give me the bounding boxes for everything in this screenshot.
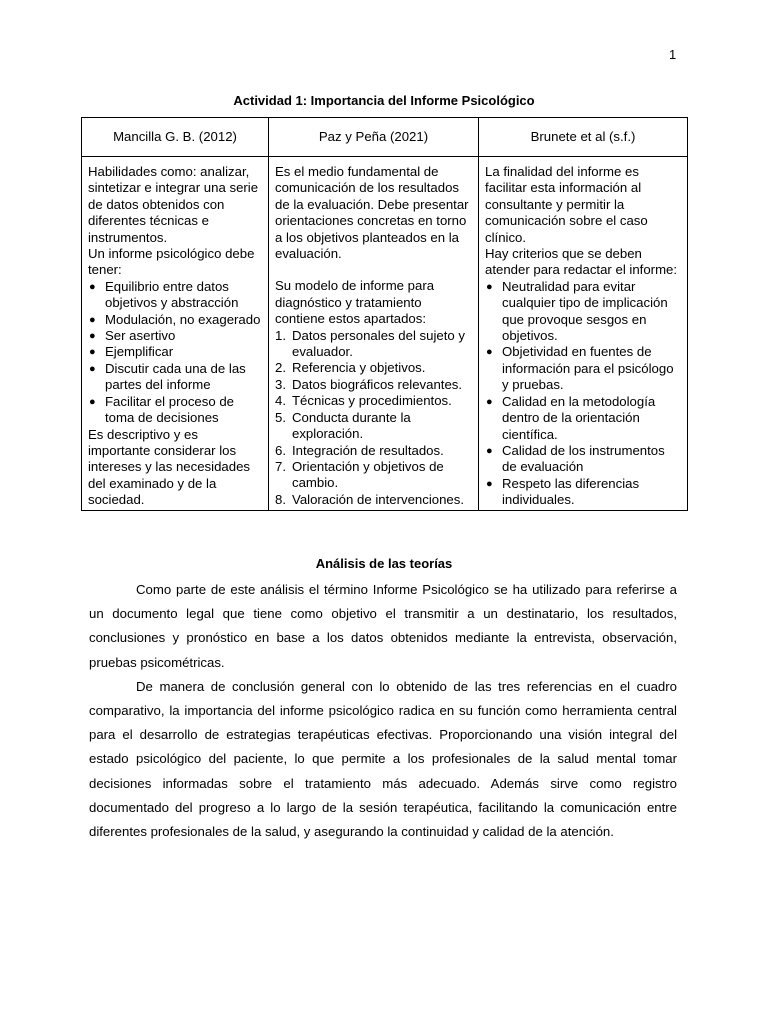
list-text: Técnicas y procedimientos.	[292, 393, 452, 409]
cell-brunete	[479, 157, 688, 511]
list-item: ● Respeto las diferencias individuales.	[485, 476, 681, 509]
numbered-list	[275, 328, 472, 508]
list-number: 3.	[275, 376, 286, 392]
column-header: Brunete et al (s.f.)	[479, 118, 688, 157]
list-item	[275, 410, 472, 443]
page-number: 1	[669, 47, 677, 62]
cell-intro: Es el medio fundamental de comunicación de los resultados de la evaluación. Debe presentar orientaciones concretas en torno a los objetivos planteados en la evaluación.	[275, 164, 469, 262]
section-title: Análisis de las teorías	[315, 556, 453, 571]
list-item	[275, 443, 472, 459]
column-header: Paz y Peña (2021)	[269, 118, 479, 157]
list-item: ● Neutralidad para evitar cualquier tipo de implicación que provoque sesgos en objetivos.	[485, 279, 681, 345]
cell-lead: Hay criterios que se deben atender para redactar el informe:	[485, 246, 678, 278]
list-item	[275, 393, 472, 409]
bullet-list	[88, 279, 262, 427]
cell-lead: Su modelo de informe para diagnóstico y tratamiento contiene estos apartados:	[275, 278, 435, 327]
list-number: 1.	[275, 327, 286, 343]
cell-intro: Habilidades como: analizar, sintetizar e integrar una serie de datos obtenidos con diferentes técnicas e instrumentos.	[88, 164, 259, 245]
list-item	[275, 328, 472, 361]
table-row	[82, 157, 688, 511]
spacer	[275, 262, 472, 278]
list-text: Referencia y objetivos.	[292, 360, 426, 376]
body-text	[89, 578, 677, 844]
cell-mancilla	[82, 157, 269, 511]
cell-paz-pena	[269, 157, 479, 511]
document-title: Actividad 1: Importancia del Informe Psicológico	[233, 93, 535, 108]
paragraph: De manera de conclusión general con lo obtenido de las tres referencias en el cuadro comparativo, la importancia del informe psicológico radica en su función como herramienta central para el desarrollo de estrategias terapéuticas efectivas. Proporcionando una visión integral del estado psicológico del paciente, lo que permite a los profesionales de la salud mental tomar decisiones informadas sobre el tratamiento más adecuado. Además sirve como registro documentado del progreso a lo largo de la sesión terapéutica, facilitando la comunicación entre diferentes profesionales de la salud, y asegurando la continuidad y calidad de la atención.	[89, 678, 677, 840]
paragraph: Como parte de este análisis el término Informe Psicológico se ha utilizado para referirse a un documento legal que tiene como objetivo el transmitir a un destinatario, los resultados, conclusiones y pronóstico en base a los datos obtenidos mediante la entrevista, observación, pruebas psicométricas.	[89, 582, 677, 670]
list-number: 6.	[275, 442, 286, 458]
list-item: ● Calidad en la metodología dentro de la orientación científica.	[485, 394, 681, 443]
comparison-table	[81, 117, 688, 511]
list-item: ● Facilitar el proceso de toma de decisiones	[88, 394, 262, 427]
bullet-list	[485, 279, 681, 509]
list-item: ● Equilibrio entre datos objetivos y abstracción	[88, 279, 262, 312]
list-item: ● Calidad de los instrumentos de evaluación	[485, 443, 681, 476]
list-number: 8.	[275, 491, 286, 507]
list-text: Datos biográficos relevantes.	[292, 376, 463, 392]
cell-lead: Un informe psicológico debe tener:	[88, 246, 255, 278]
list-text: Conducta durante la exploración.	[292, 409, 411, 442]
list-item	[275, 492, 472, 508]
list-number: 5.	[275, 409, 286, 425]
list-item: ● Modulación, no exagerado	[88, 312, 262, 328]
list-item	[275, 360, 472, 376]
table-header-row	[82, 118, 688, 157]
list-text: Integración de resultados.	[292, 442, 444, 458]
list-item: ● Ejemplificar	[88, 344, 262, 360]
list-item: ● Objetividad en fuentes de información para el psicólogo y pruebas.	[485, 344, 681, 393]
list-item	[275, 377, 472, 393]
list-item: ● Ser asertivo	[88, 328, 262, 344]
list-text: Valoración de intervenciones.	[292, 491, 465, 507]
list-number: 2.	[275, 360, 286, 376]
cell-intro: La finalidad del informe es facilitar esta información al consultante y permitir la comunicación sobre el caso clínico.	[485, 164, 648, 245]
column-header: Mancilla G. B. (2012)	[82, 118, 269, 157]
list-number: 7.	[275, 458, 286, 474]
list-number: 4.	[275, 393, 286, 409]
cell-outro: Es descriptivo y es importante considerar los intereses y las necesidades del examinado y de la sociedad.	[88, 426, 251, 508]
list-item	[275, 459, 472, 492]
list-text: Orientación y objetivos de cambio.	[292, 458, 444, 491]
list-text: Datos personales del sujeto y evaluador.	[292, 327, 466, 360]
list-item: ● Discutir cada una de las partes del informe	[88, 361, 262, 394]
